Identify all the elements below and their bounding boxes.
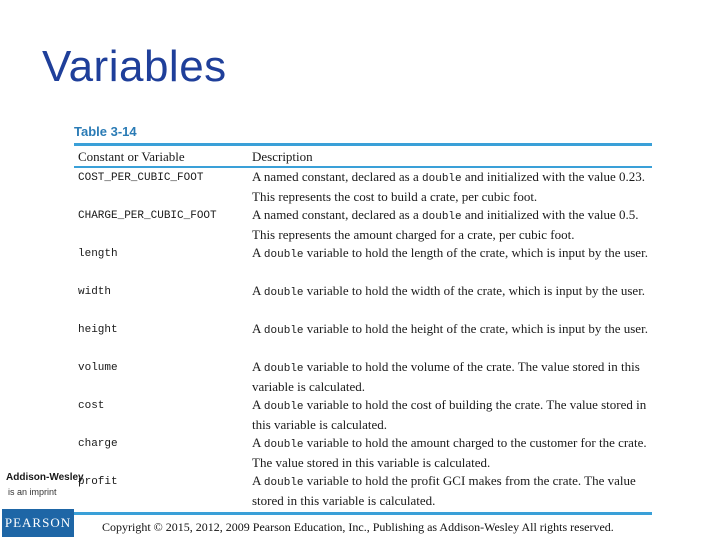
variable-description: A named constant, declared as a double and initialized with the value 0.23. This represents the cost to build a crate, per cubic foot. [252, 169, 646, 204]
variable-description: A double variable to hold the length of the crate, which is input by the user. [252, 245, 648, 261]
variable-description: A double variable to hold the profit GCI makes from the crate. The value stored in this variable is calculated. [252, 473, 636, 508]
variable-name: COST_PER_CUBIC_FOOT [78, 172, 204, 184]
table-row [74, 244, 652, 282]
variable-description: A double variable to hold the cost of building the crate. The value stored in this variable is calculated. [252, 397, 647, 432]
table-bottom-rule [74, 512, 652, 515]
pearson-logo: PEARSON [2, 509, 74, 537]
table-header-row [74, 146, 652, 166]
column-header-description: Description [252, 149, 313, 164]
variable-name: CHARGE_PER_CUBIC_FOOT [78, 210, 217, 222]
variable-name: height [78, 324, 118, 336]
table-row [74, 282, 652, 320]
column-header-name: Constant or Variable [78, 149, 185, 164]
variable-description: A double variable to hold the volume of the crate. The value stored in this variable is calculated. [252, 359, 640, 394]
variable-name: charge [78, 438, 118, 450]
table-body [74, 146, 652, 510]
table-row [74, 358, 652, 396]
addison-wesley-logo: Addison-Wesley [6, 472, 84, 483]
table-row [74, 206, 652, 244]
imprint-text: is an imprint [8, 487, 57, 497]
variable-description: A double variable to hold the width of the crate, which is input by the user. [252, 283, 646, 299]
table-row [74, 396, 652, 434]
variable-name: width [78, 286, 112, 298]
table-row [74, 320, 652, 358]
variable-description: A double variable to hold the height of the crate, which is input by the user. [252, 321, 648, 337]
table-row [74, 434, 652, 472]
variable-name: profit [78, 476, 118, 488]
table-row [74, 168, 652, 206]
copyright-notice: Copyright © 2015, 2012, 2009 Pearson Education, Inc., Publishing as Addison-Wesley All rights reserved. [102, 520, 614, 534]
variable-name: volume [78, 362, 118, 374]
variable-name: cost [78, 400, 105, 412]
slide-title: Variables [42, 42, 227, 91]
variables-table [74, 143, 652, 515]
variable-description: A named constant, declared as a double and initialized with the value 0.5. This represents the amount charged for a crate, per cubic foot. [252, 207, 639, 242]
table-row [74, 472, 652, 510]
variable-description: A double variable to hold the amount charged to the customer for the crate. The value stored in this variable is calculated. [252, 435, 647, 470]
variable-name: length [78, 248, 118, 260]
table-caption: Table 3-14 [74, 124, 137, 139]
